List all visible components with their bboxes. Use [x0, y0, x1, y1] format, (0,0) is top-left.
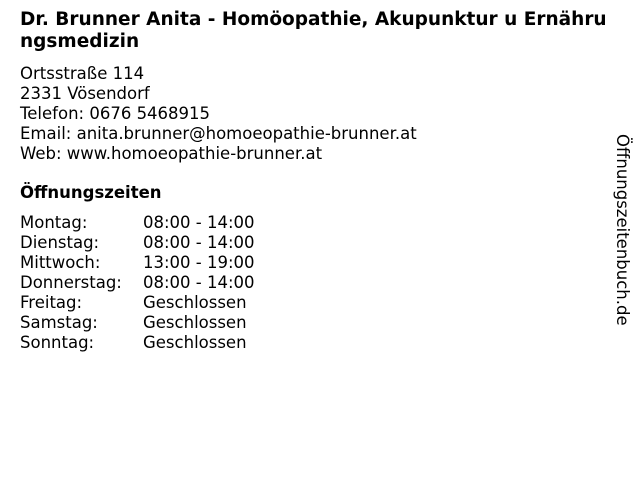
email-line: Email: anita.brunner@homoeopathie-brunner.at	[20, 124, 417, 143]
hours-row-thursday	[20, 273, 255, 293]
hours-time: 08:00 - 14:00	[143, 273, 255, 292]
hours-day: Dienstag:	[20, 233, 100, 252]
hours-time: Geschlossen	[143, 333, 247, 352]
hours-row-friday	[20, 293, 255, 313]
hours-day: Freitag:	[20, 293, 83, 312]
phone-line: Telefon: 0676 5468915	[20, 104, 211, 123]
hours-time: 08:00 - 14:00	[143, 233, 255, 252]
hours-day: Sonntag:	[20, 333, 95, 352]
hours-time: Geschlossen	[143, 293, 247, 312]
hours-row-sunday	[20, 333, 255, 353]
web-line: Web: www.homoeopathie-brunner.at	[20, 144, 323, 163]
business-name: Dr. Brunner Anita - Homöopathie, Akupunktur u Ernährungsmedizin	[20, 9, 607, 52]
hours-time: 13:00 - 19:00	[143, 253, 255, 272]
hours-row-monday	[20, 213, 255, 233]
hours-row-wednesday	[20, 253, 255, 273]
brand-watermark: Öffnungszeitenbuch.de	[613, 134, 632, 326]
hours-day: Samstag:	[20, 313, 98, 332]
hours-day: Montag:	[20, 213, 88, 232]
hours-day: Mittwoch:	[20, 253, 101, 272]
hours-row-tuesday	[20, 233, 255, 253]
hours-time: Geschlossen	[143, 313, 247, 332]
opening-hours-heading: Öffnungszeiten	[20, 183, 162, 202]
city-postal: 2331 Vösendorf	[20, 84, 150, 103]
opening-hours-table	[20, 213, 255, 353]
hours-row-saturday	[20, 313, 255, 333]
hours-day: Donnerstag:	[20, 273, 122, 292]
contact-block	[20, 64, 417, 164]
street-address: Ortsstraße 114	[20, 64, 145, 83]
hours-time: 08:00 - 14:00	[143, 213, 255, 232]
